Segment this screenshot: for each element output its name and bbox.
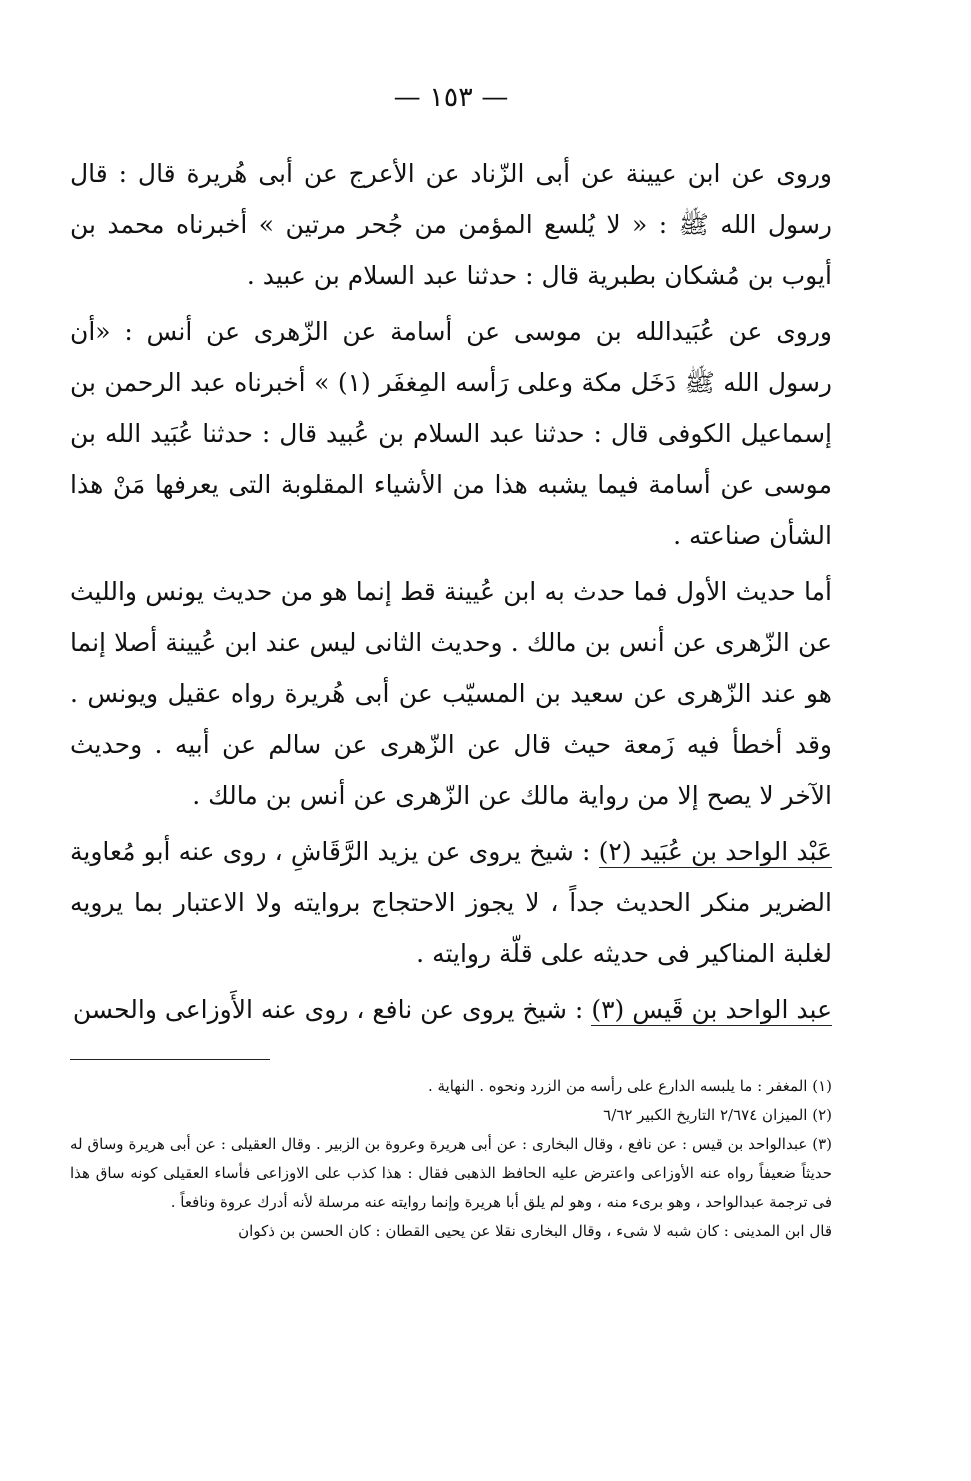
paragraph: وروى عن عُبَيدالله بن موسى عن أسامة عن الزّهرى عن أنس : «أن رسول الله ﷺ دَخَل مكة وعلى رَأسه المِغفَر (١) » أخبرناه عبد الرحمن بن إسماعيل الكوفى قال : حدثنا عبد السلام بن عُبيد قال : حدثنا عُبَيد الله بن موسى عن أسامة فيما يشبه هذا من الأشياء المقلوبة التى يعرفها مَنْ هذا الشأن صناعته .: [70, 317, 833, 550]
paragraph: وروى عن ابن عيينة عن أبى الزّناد عن الأعرج عن أبى هُريرة قال : قال رسول الله ﷺ : « لا يُلسع المؤمن من جُحر مرتين » أخبرناه محمد بن أيوب بن مُشكان بطبرية قال : حدثنا عبد السلام بن عبيد .: [70, 159, 832, 290]
footnotes: [70, 1072, 832, 1246]
page-number: — ١٥٣ —: [393, 82, 509, 113]
footnote: (٣) عبدالواحد بن قيس : عن نافع ، وقال البخارى : عن أبى هريرة وعروة بن الزبير . وقال العقيلى : عن أبى هريرة وساق له حديثاً ضعيفاً رواه عنه الأوزاعى واعترض عليه الحافظ الذهبى فقال : هذا كذب على الاوزاعى فأساء العقيلى كونه ساق هذا فى ترجمة عبدالواحد ، وهو برىء منه ، وهو لم يلق أبا هريرة وإنما روايته عنه مرسلة لأنه أدرك عروة ونافعاً .: [70, 1135, 833, 1211]
narrator-description: : شيخ يروى عن نافع ، روى عنه الأَوزاعى والحسن: [72, 995, 592, 1024]
footnote: (٢) الميزان ٢/٦٧٤ التاريخ الكبير ٦/٦٢: [603, 1106, 832, 1124]
narrator-name: عَبْد الواحد بن عُبَيد (٢): [598, 837, 832, 866]
footnote-divider: [70, 1059, 270, 1060]
narrator-name: عبد الواحد بن قَيس (٣): [591, 995, 832, 1024]
narrator-description: : شيخ يروى عن يزيد الرَّقَاشِ ، روى عنه أبو مُعاوية الضرير منكر الحديث جداً ، لا يجوز الاحتجاج بروايته ولا الاعتبار بما يرويه لغلبة المناكير فى حديثه على قلّة روايته .: [70, 837, 832, 968]
paragraph: أما حديث الأول فما حدث به ابن عُيينة قط إنما هو من حديث يونس والليث عن الزّهرى عن أنس بن مالك . وحديث الثانى ليس عند ابن عُيينة أصلا إنما هو عند الزّهرى عن سعيد بن المسيّب عن أبى هُريرة رواه عقيل ويونس . وقد أخطأ فيه زَمعة حيث قال عن الزّهرى عن سالم عن أبيه . وحديث الآخر لا يصح إلا من رواية مالك عن الزّهرى عن أنس بن مالك .: [70, 577, 832, 810]
footnote: قال ابن المدينى : كان شبه لا شىء ، وقال البخارى نقلا عن يحيى القطان : كان الحسن بن ذكوان: [238, 1222, 832, 1240]
main-text: [70, 148, 832, 1035]
footnote: (١) المغفر : ما يلبسه الدارع على رأسه من الزرد ونحوه . النهاية .: [427, 1077, 832, 1095]
narrator-entry: [70, 984, 832, 1035]
narrator-entry: [70, 826, 832, 979]
book-page: [70, 78, 832, 1246]
